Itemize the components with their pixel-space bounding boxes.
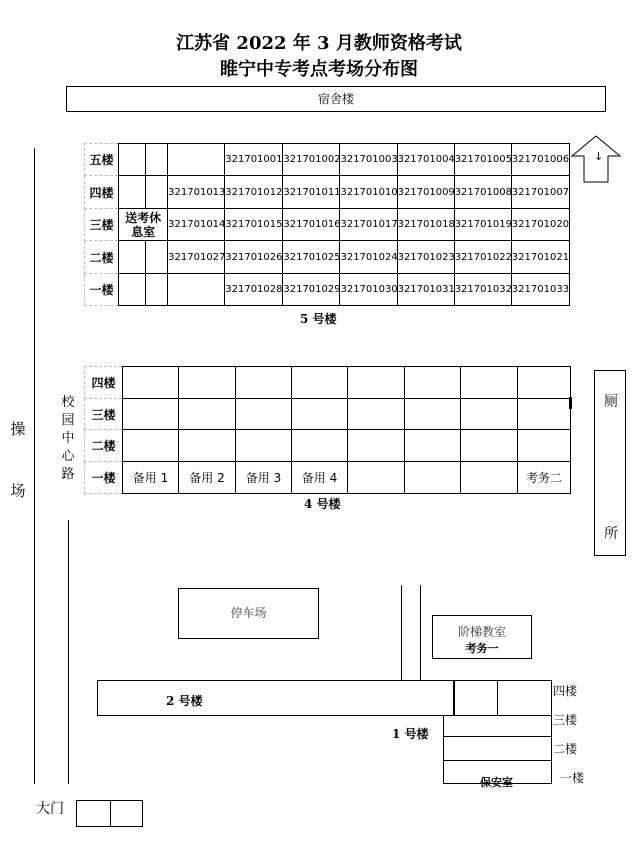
floor-label: 三楼 <box>553 713 578 727</box>
floor-label: 二楼 <box>85 430 123 462</box>
building-1-top <box>454 680 552 716</box>
exam-room: 321701007 <box>511 176 569 209</box>
floor-label: 二楼 <box>85 241 119 274</box>
exam-room: 321701025 <box>283 241 340 274</box>
floor-label: 三楼 <box>85 209 119 241</box>
exam-room: 321701012 <box>225 176 283 209</box>
building-2 <box>97 680 454 716</box>
exam-room: 321701030 <box>340 274 397 306</box>
exam-room: 321701006 <box>511 144 569 176</box>
exam-room: 321701002 <box>283 144 340 176</box>
exam-room: 321701021 <box>511 241 569 274</box>
security-room: 保安室 <box>480 776 513 789</box>
campus-road-label: 校 园 中 心 路 <box>61 395 75 482</box>
exam-room: 321701001 <box>225 144 283 176</box>
floor-label: 一楼 <box>560 771 585 785</box>
exam-room: 321701004 <box>397 144 454 176</box>
exam-room: 321701022 <box>454 241 511 274</box>
exam-room: 321701031 <box>397 274 454 306</box>
exam-room: 321701014 <box>168 209 225 241</box>
svg-text:↓: ↓ <box>594 150 604 163</box>
exam-room: 321701010 <box>340 176 397 209</box>
room: 备用 1 <box>123 462 179 494</box>
toilet: 厕 所 <box>594 370 626 556</box>
exam-room: 321701005 <box>454 144 511 176</box>
floor-label: 四楼 <box>553 684 578 698</box>
playground-label: 操 场 <box>10 420 26 500</box>
exam-room: 321701024 <box>340 241 397 274</box>
floor-label: 三楼 <box>85 399 123 430</box>
exam-room: 321701020 <box>511 209 569 241</box>
exam-room: 321701032 <box>454 274 511 306</box>
floor-label: 一楼 <box>85 274 119 306</box>
building-1-label: 1 号楼 <box>392 727 429 741</box>
floor-label: 四楼 <box>85 367 123 399</box>
room: 考务二 <box>518 462 571 494</box>
exam-room <box>168 144 225 176</box>
building-4-label: 4 号楼 <box>304 497 341 511</box>
lecture-hall: 阶梯教室 考务一 <box>432 615 532 659</box>
room: 备用 4 <box>292 462 348 494</box>
rest-room: 送考休息室 <box>119 209 168 241</box>
exam-room: 321701023 <box>397 241 454 274</box>
building-4-grid <box>84 366 571 494</box>
parking-lot: 停车场 <box>178 588 319 639</box>
building-5-grid <box>84 143 570 306</box>
exam-room: 321701009 <box>397 176 454 209</box>
building-2-label: 2 号楼 <box>166 694 203 708</box>
room: 备用 2 <box>179 462 236 494</box>
exam-room: 321701015 <box>225 209 283 241</box>
exam-room: 321701013 <box>168 176 225 209</box>
exam-room: 321701029 <box>283 274 340 306</box>
exam-room: 321701033 <box>511 274 569 306</box>
exam-room: 321701026 <box>225 241 283 274</box>
floor-label: 五楼 <box>85 144 119 176</box>
building-5-label: 5 号楼 <box>300 312 337 326</box>
exam-room: 321701016 <box>283 209 340 241</box>
exam-room: 321701003 <box>340 144 397 176</box>
floor-label: 一楼 <box>85 462 123 494</box>
exam-room: 321701019 <box>454 209 511 241</box>
floor-label: 二楼 <box>553 742 578 756</box>
gate-label: 大门 <box>36 801 64 817</box>
road-line <box>401 585 402 680</box>
exam-room: 321701018 <box>397 209 454 241</box>
exam-room: 321701011 <box>283 176 340 209</box>
road-boundary <box>68 520 69 784</box>
page-subtitle: 睢宁中专考点考场分布图 <box>220 59 418 80</box>
room: 备用 3 <box>236 462 292 494</box>
exam-room <box>168 274 225 306</box>
exam-room: 321701027 <box>168 241 225 274</box>
exam-room: 321701008 <box>454 176 511 209</box>
marker <box>569 397 572 409</box>
dormitory-building: 宿舍楼 <box>66 86 606 112</box>
north-arrow-icon <box>570 134 622 184</box>
page-title: 江苏省 2022 年 3 月教师资格考试 <box>176 33 462 54</box>
exam-room: 321701028 <box>225 274 283 306</box>
road-line <box>420 585 421 680</box>
exam-room: 321701017 <box>340 209 397 241</box>
floor-label: 四楼 <box>85 176 119 209</box>
playground-boundary <box>34 148 35 784</box>
